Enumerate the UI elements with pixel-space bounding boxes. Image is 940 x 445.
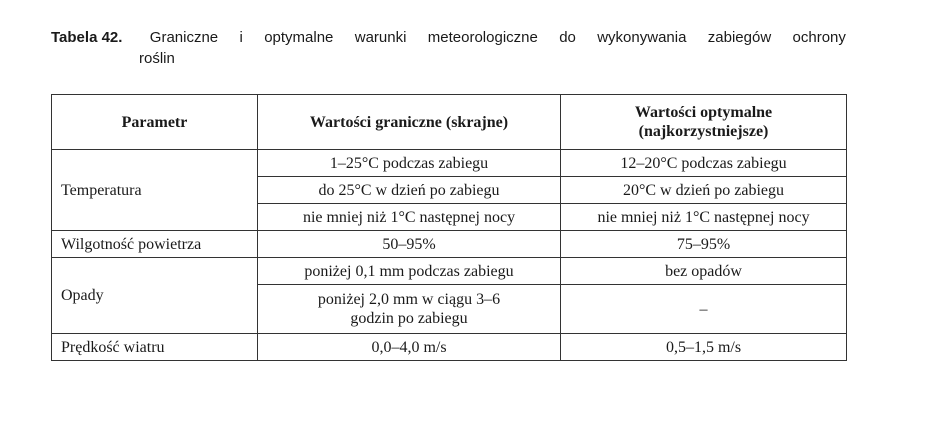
caption-word: optymalne	[264, 29, 334, 46]
header-limit-values: Wartości graniczne (skrajne)	[258, 95, 561, 150]
param-wind: Prędkość wiatru	[52, 334, 258, 361]
cell-limit: 50–95%	[258, 231, 561, 258]
meteorological-conditions-table	[51, 94, 847, 361]
param-temperature: Temperatura	[52, 150, 258, 231]
cell-optimal: 12–20°C podczas zabiegu	[561, 150, 847, 177]
caption-word: wykonywania	[597, 29, 687, 46]
cell-limit: poniżej 0,1 mm podczas zabiegu	[258, 258, 561, 285]
cell-optimal: 20°C w dzień po zabiegu	[561, 177, 847, 204]
cell-optimal: 75–95%	[561, 231, 847, 258]
cell-limit	[258, 285, 561, 334]
cell-limit-line2: godzin po zabiegu	[350, 310, 468, 327]
header-optimal-line1: Wartości optymalne	[634, 104, 773, 121]
cell-optimal: nie mniej niż 1°C następnej nocy	[561, 204, 847, 231]
cell-limit: do 25°C w dzień po zabiegu	[258, 177, 561, 204]
table-row	[52, 150, 847, 177]
cell-optimal: bez opadów	[561, 258, 847, 285]
caption-word: i	[239, 29, 243, 46]
table-row	[52, 334, 847, 361]
caption-line-1	[51, 27, 846, 48]
cell-optimal: 0,5–1,5 m/s	[561, 334, 847, 361]
cell-limit: 0,0–4,0 m/s	[258, 334, 561, 361]
caption-word: meteorologiczne	[427, 29, 538, 46]
header-parameter: Parametr	[52, 95, 258, 150]
caption-word: zabiegów	[707, 29, 772, 46]
caption-label: Tabela 42.	[51, 29, 123, 46]
cell-limit: nie mniej niż 1°C następnej nocy	[258, 204, 561, 231]
cell-limit-line1: poniżej 2,0 mm w ciągu 3–6	[317, 291, 501, 308]
cell-limit: 1–25°C podczas zabiegu	[258, 150, 561, 177]
caption-line-2: roślin	[139, 50, 175, 67]
caption-word: warunki	[354, 29, 407, 46]
param-precipitation: Opady	[52, 258, 258, 334]
cell-optimal: –	[561, 285, 847, 334]
caption-word: Graniczne	[149, 29, 219, 46]
header-optimal-line2: (najkorzystniejsze)	[638, 123, 769, 140]
table-row	[52, 258, 847, 285]
table-header-row	[52, 95, 847, 150]
caption-word: do	[559, 29, 576, 46]
header-optimal-values	[561, 95, 847, 150]
param-humidity: Wilgotność powietrza	[52, 231, 258, 258]
table-row	[52, 231, 847, 258]
caption-word: ochrony	[792, 29, 846, 46]
table-caption	[51, 27, 846, 69]
